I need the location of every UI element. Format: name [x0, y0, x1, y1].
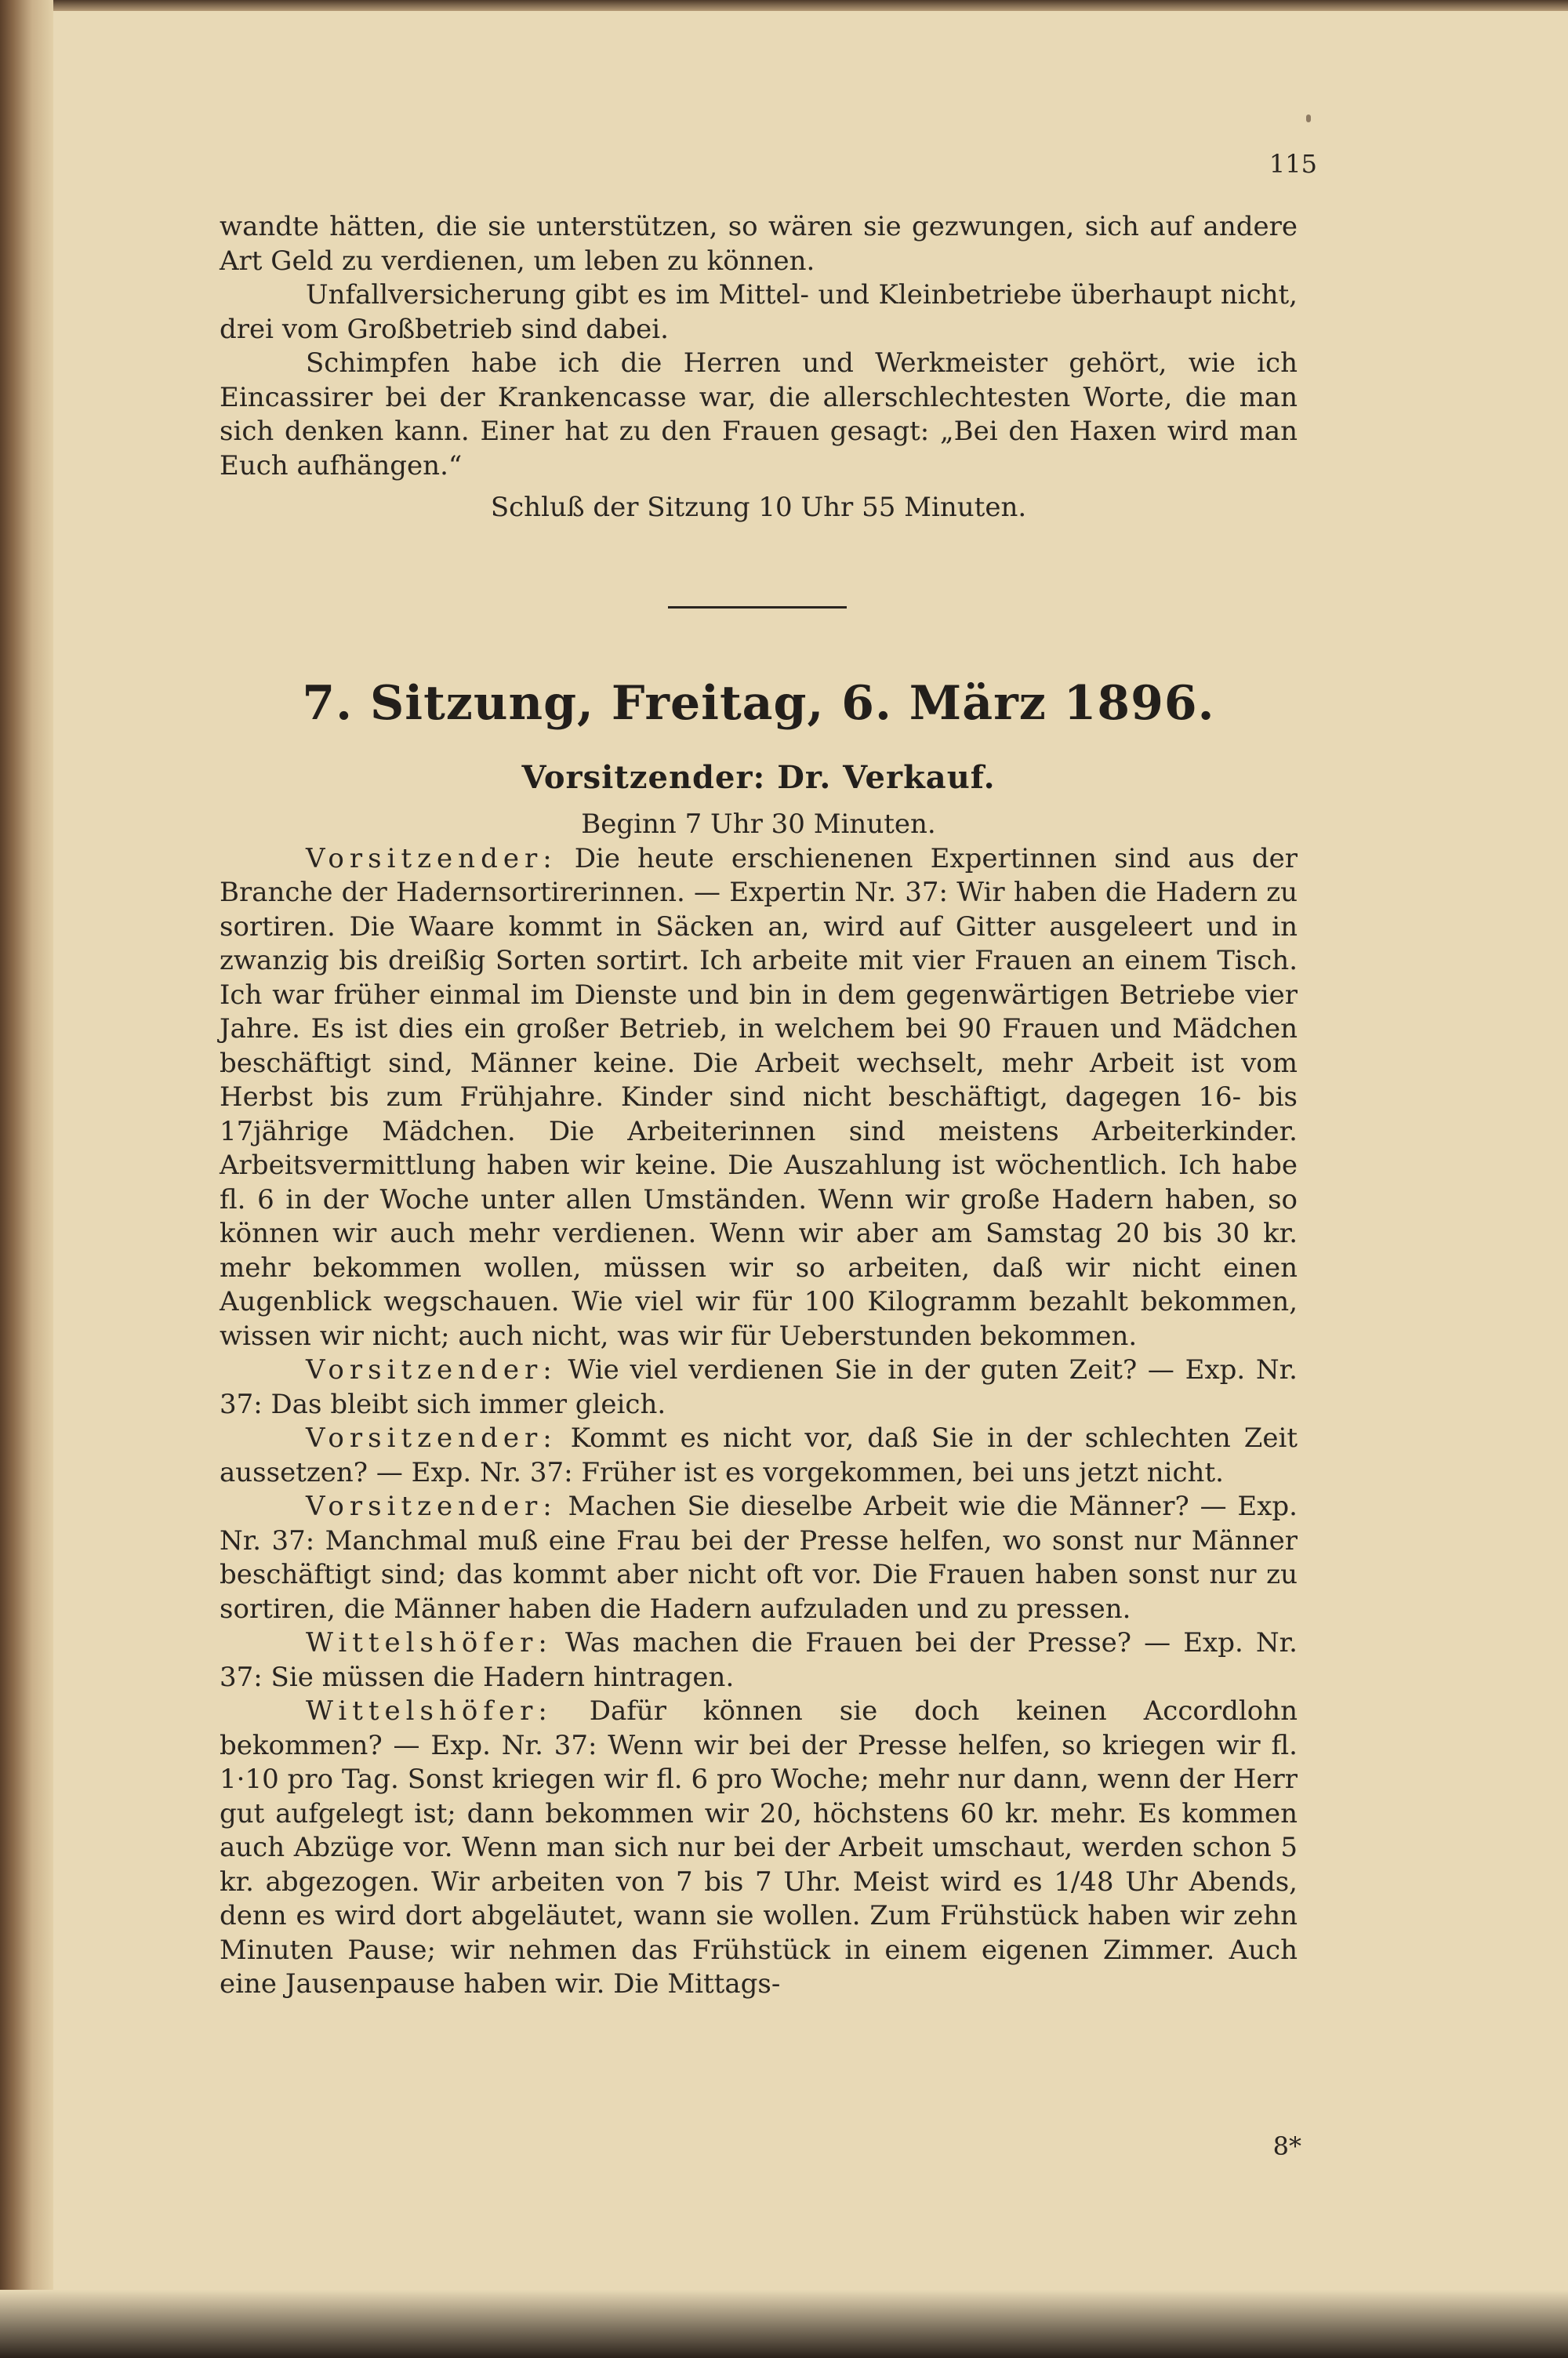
- speech-text: Wie viel verdienen Sie in der guten Zeit? — Exp. Nr. 37: Das bleibt sich immer gleich.: [220, 1354, 1298, 1420]
- section-divider: [668, 606, 847, 609]
- dialogue-turn: [220, 1353, 1298, 1422]
- speaker-name: Vorsitzender:: [306, 1491, 557, 1522]
- printer-signature-mark: 8*: [1272, 2131, 1301, 2161]
- speech-text: Was machen die Frauen bei der Presse? — Exp. Nr. 37: Sie müssen die Hadern hintragen.: [220, 1627, 1298, 1693]
- dialogue-turn: [220, 1695, 1298, 2002]
- dialogue-turn: [220, 1490, 1298, 1626]
- speech-text: Machen Sie dieselbe Arbeit wie die Männer? — Exp. Nr. 37: Manchmal muß eine Frau bei der Presse helfen, wo sonst nur Männer beschäftigt sind; das kommt aber nicht oft vor. Die Frauen haben sonst nur zu sortiren, die Männer haben die Hadern aufzuladen und zu pressen.: [220, 1491, 1298, 1625]
- paragraph: Schimpfen habe ich die Herren und Werkmeister gehört, wie ich Eincassirer bei der Krankencasse war, die allerschlechtesten Worte, die man sich denken kann. Einer hat zu den Frauen gesagt: „Bei den Haxen wird man Euch aufhängen.“: [220, 347, 1298, 481]
- page-bottom-edge: [0, 2290, 1568, 2358]
- session-heading: 7. Sitzung, Freitag, 6. März 1896.: [302, 676, 1215, 731]
- dialogue-turn: [220, 1422, 1298, 1490]
- speaker-name: Vorsitzender:: [306, 1422, 557, 1454]
- speaker-name: Wittelshöfer:: [306, 1695, 553, 1727]
- session-start-time: Beginn 7 Uhr 30 Minuten.: [581, 808, 936, 840]
- chairman-line: Vorsitzender: Dr. Verkauf.: [521, 759, 996, 796]
- dialogue-turn: [220, 842, 1298, 1354]
- paragraph: wandte hätten, die sie unterstützen, so wären sie gezwungen, sich auf andere Art Geld zu verdienen, um leben zu können.: [220, 211, 1298, 277]
- paper-speck: [1306, 114, 1311, 122]
- speaker-name: Vorsitzender:: [306, 842, 557, 874]
- paragraph: Unfallversicherung gibt es im Mittel- und Kleinbetriebe überhaupt nicht, drei vom Großbetrieb sind dabei.: [220, 279, 1298, 345]
- speech-text: Dafür können sie doch keinen Accordlohn bekommen? — Exp. Nr. 37: Wenn wir bei der Presse helfen, so kriegen wir fl. 1·10 pro Tag. Sonst kriegen wir fl. 6 pro Woche; mehr nur dann, wenn der Herr gut aufgelegt ist; dann bekommen wir 20, höchstens 60 kr. mehr. Es kommen auch Abzüge vor. Wenn man sich nur bei der Arbeit umschaut, werden schon 5 kr. abgezogen. Wir arbeiten von 7 bis 7 Uhr. Meist wird es 1/48 Uhr Abends, denn es wird dort abgeläutet, wann sie wollen. Zum Frühstück haben wir zehn Minuten Pause; wir nehmen das Frühstück in einem eigenen Zimmer. Auch eine Jausenpause haben wir. Die Mittags-: [220, 1695, 1298, 2000]
- book-spine-shadow: [0, 0, 53, 2358]
- session-transcript: [220, 808, 1298, 2002]
- page-number: 115: [1269, 149, 1317, 179]
- speaker-name: Wittelshöfer:: [306, 1627, 553, 1659]
- speaker-name: Vorsitzender:: [306, 1354, 557, 1386]
- previous-session-text: [220, 210, 1298, 525]
- session-closing-line: Schluß der Sitzung 10 Uhr 55 Minuten.: [490, 492, 1027, 523]
- dialogue-turn: [220, 1626, 1298, 1695]
- page-top-edge: [0, 0, 1568, 11]
- speech-text: Die heute erschienenen Expertinnen sind aus der Branche der Hadernsortirerinnen. — Expertin Nr. 37: Wir haben die Hadern zu sortiren. Die Waare kommt in Säcken an, wird auf Gitter ausgeleert und in zwanzig bis dreißig Sorten sortirt. Ich arbeite mit vier Frauen an einem Tisch. Ich war früher einmal im Dienste und bin in dem gegenwärtigen Betriebe vier Jahre. Es ist dies ein großer Betrieb, in welchem bei 90 Frauen und Mädchen beschäftigt sind, Männer keine. Die Arbeit wechselt, mehr Arbeit ist vom Herbst bis zum Frühjahre. Kinder sind nicht beschäftigt, dagegen 16- bis 17jährige Mädchen. Die Arbeiterinnen sind meistens Arbeiterkinder. Arbeitsvermittlung haben wir keine. Die Auszahlung ist wöchentlich. Ich habe fl. 6 in der Woche unter allen Umständen. Wenn wir große Hadern haben, so können wir auch mehr verdienen. Wenn wir aber am Samstag 20 bis 30 kr. mehr bekommen wollen, müssen wir so arbeiten, daß wir nicht einen Augenblick wegschauen. Wie viel wir für 100 Kilogramm bezahlt bekommen, wissen wir nicht; auch nicht, was wir für Ueberstunden bekommen.: [220, 842, 1298, 1352]
- speech-text: Kommt es nicht vor, daß Sie in der schlechten Zeit aussetzen? — Exp. Nr. 37: Früher ist es vorgekommen, bei uns jetzt nicht.: [220, 1422, 1298, 1488]
